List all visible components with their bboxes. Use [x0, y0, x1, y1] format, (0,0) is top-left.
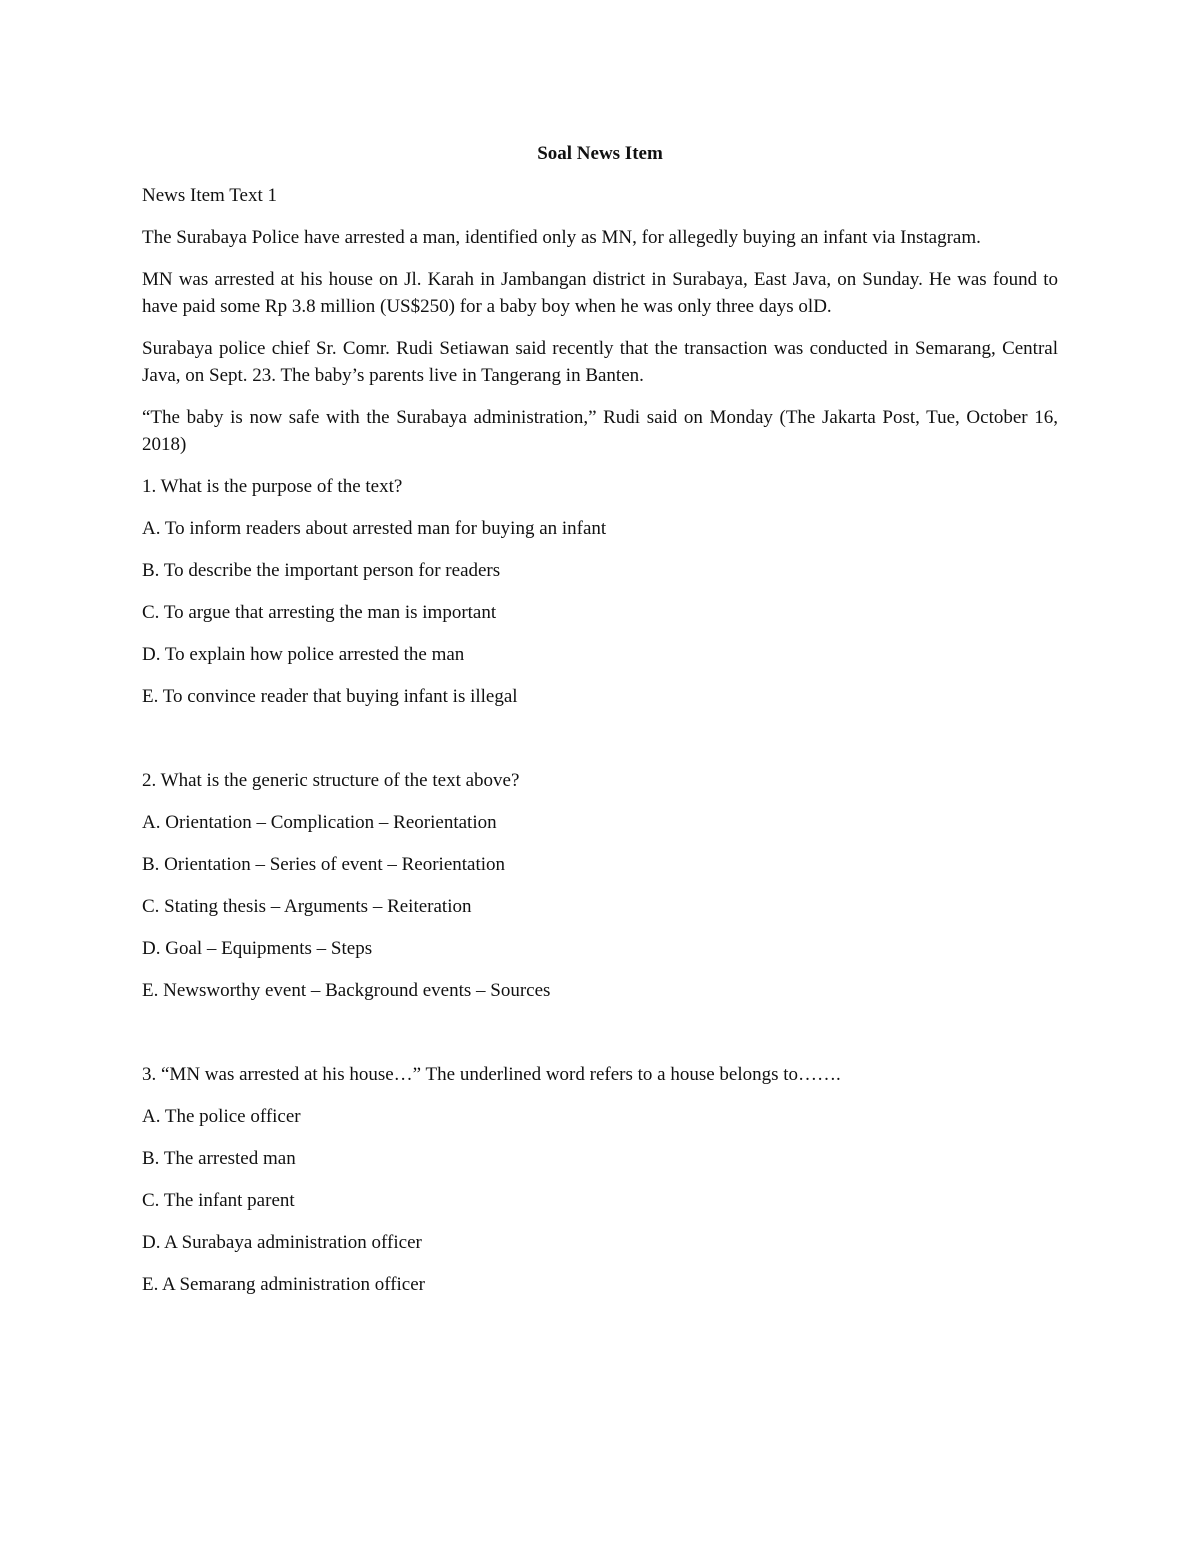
question-2-text: 2. What is the generic structure of the text above?	[142, 770, 520, 791]
document-title: Soal News Item	[537, 143, 663, 164]
question-3-option-c: C. The infant parent	[142, 1190, 295, 1211]
question-2	[142, 767, 1058, 1004]
news-paragraph-2: MN was arrested at his house on Jl. Karah in Jambangan district in Surabaya, East Java, on Sunday. He was found to have paid some Rp 3.8 million (US$250) for a baby boy when he was only three days olD.	[142, 269, 1058, 317]
question-3	[142, 1061, 1058, 1298]
question-1-option-c: C. To argue that arresting the man is important	[142, 602, 497, 623]
news-paragraph-3: Surabaya police chief Sr. Comr. Rudi Setiawan said recently that the transaction was conducted in Semarang, Central Java, on Sept. 23. The baby’s parents live in Tangerang in Banten.	[142, 338, 1058, 386]
spacer	[142, 725, 1058, 767]
question-1-option-d: D. To explain how police arrested the man	[142, 644, 465, 665]
news-paragraph-1: The Surabaya Police have arrested a man, identified only as MN, for allegedly buying an infant via Instagram.	[142, 227, 981, 248]
question-2-option-b: B. Orientation – Series of event – Reorientation	[142, 854, 506, 875]
question-2-option-c: C. Stating thesis – Arguments – Reiteration	[142, 896, 472, 917]
question-1-option-e: E. To convince reader that buying infant is illegal	[142, 686, 518, 707]
question-2-option-e: E. Newsworthy event – Background events – Sources	[142, 980, 551, 1001]
question-1-text: 1. What is the purpose of the text?	[142, 476, 403, 497]
question-1-option-b: B. To describe the important person for readers	[142, 560, 501, 581]
question-1-option-a: A. To inform readers about arrested man for buying an infant	[142, 518, 607, 539]
question-2-option-a: A. Orientation – Complication – Reorientation	[142, 812, 497, 833]
question-2-option-d: D. Goal – Equipments – Steps	[142, 938, 373, 959]
news-paragraph-4: “The baby is now safe with the Surabaya administration,” Rudi said on Monday (The Jakarta Post, Tue, October 16, 2018)	[142, 407, 1058, 455]
question-3-option-b: B. The arrested man	[142, 1148, 296, 1169]
question-1	[142, 473, 1058, 710]
spacer	[142, 1019, 1058, 1061]
question-3-option-d: D. A Surabaya administration officer	[142, 1232, 422, 1253]
question-3-option-e: E. A Semarang administration officer	[142, 1274, 425, 1295]
question-3-text: 3. “MN was arrested at his house…” The underlined word refers to a house belongs to…….	[142, 1064, 841, 1085]
document-content	[142, 140, 1058, 1313]
document-subtitle: News Item Text 1	[142, 185, 277, 206]
question-3-option-a: A. The police officer	[142, 1106, 301, 1127]
